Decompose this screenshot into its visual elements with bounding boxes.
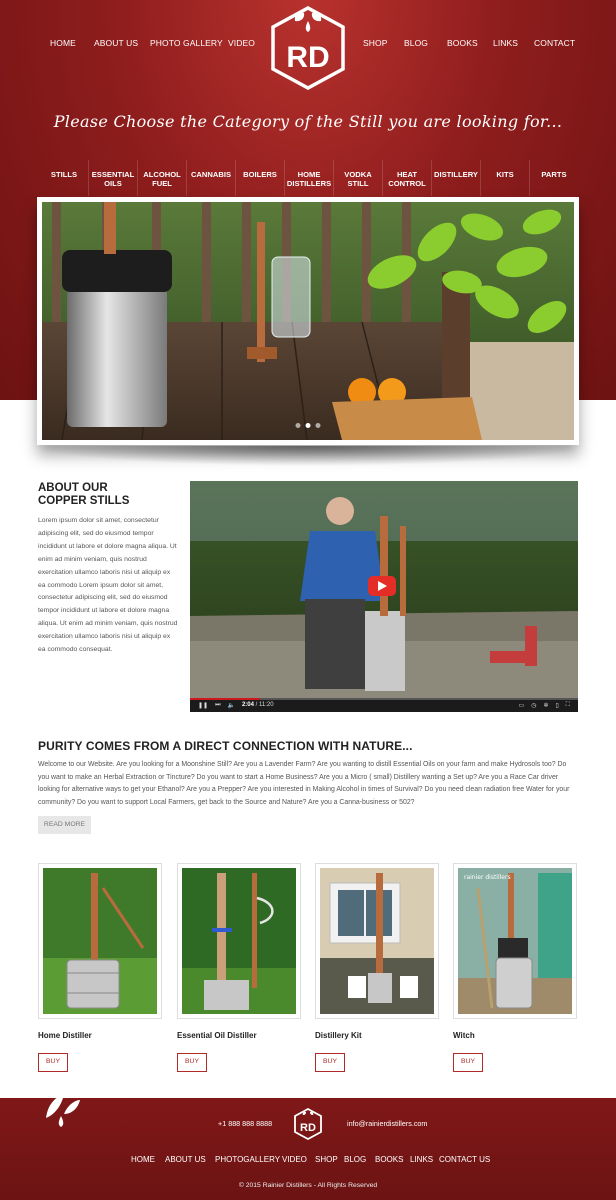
- nav-contact[interactable]: CONTACT: [534, 38, 576, 48]
- purity-title: PURITY COMES FROM A DIRECT CONNECTION WITH NATURE...: [38, 739, 413, 753]
- product-image-essential-oil-distiller: [182, 868, 296, 1014]
- nav-books[interactable]: BOOKS: [447, 38, 478, 48]
- footer-nav-video[interactable]: VIDEO: [282, 1155, 307, 1164]
- footer-nav-links[interactable]: LINKS: [410, 1155, 434, 1164]
- product-image-home-distiller: [43, 868, 157, 1014]
- video-time: [242, 702, 274, 708]
- category-parts[interactable]: PARTS: [541, 170, 567, 179]
- buy-button[interactable]: BUY: [315, 1053, 345, 1072]
- tagline: Please Choose the Category of the Still you are looking for...: [53, 112, 563, 131]
- product-name[interactable]: Distillery Kit: [315, 1031, 362, 1040]
- footer-nav-shop[interactable]: SHOP: [315, 1155, 338, 1164]
- captions-icon[interactable]: ▭: [518, 702, 525, 709]
- slider-dot[interactable]: [316, 423, 321, 428]
- slider-shadow: [30, 446, 586, 466]
- video-progress-track[interactable]: [190, 698, 578, 700]
- category-boilers[interactable]: BOILERS: [236, 160, 285, 196]
- footer-phone[interactable]: +1 888 888 8888: [218, 1119, 273, 1128]
- product-name[interactable]: Witch: [453, 1031, 475, 1040]
- footer-logo-text: RD: [300, 1122, 316, 1134]
- product-card: [177, 863, 301, 1072]
- nav-about-us[interactable]: ABOUT US: [94, 38, 139, 48]
- product-image-frame[interactable]: [453, 863, 577, 1019]
- about-title-line1: ABOUT OUR: [38, 482, 108, 494]
- category-home-distillers[interactable]: HOME DISTILLERS: [285, 160, 334, 196]
- category-essential-oils[interactable]: ESSENTIAL OILS: [89, 160, 138, 196]
- watch-later-icon[interactable]: ◷: [531, 702, 537, 709]
- category-kits[interactable]: KITS: [481, 160, 530, 196]
- video-controls: [190, 698, 578, 712]
- product-image-frame[interactable]: [177, 863, 301, 1019]
- video-time-separator: /: [255, 702, 259, 708]
- pause-icon[interactable]: ❚❚: [198, 702, 209, 709]
- nav-shop[interactable]: SHOP: [363, 38, 388, 48]
- copyright: © 2015 Rainier Distillers - All Rights Reserved: [238, 1182, 378, 1189]
- product-name[interactable]: Home Distiller: [38, 1031, 92, 1040]
- about-title-line2: COPPER STILLS: [38, 495, 130, 507]
- footer-nav-home[interactable]: HOME: [131, 1155, 155, 1164]
- witch-image-caption: rainier distillers: [464, 874, 511, 881]
- nav-links[interactable]: LINKS: [493, 38, 519, 48]
- nav-blog[interactable]: BLOG: [404, 38, 429, 48]
- video-time-total: 11:20: [258, 702, 274, 708]
- product-card: [38, 863, 162, 1072]
- logo-text: RD: [286, 41, 330, 74]
- leaf-icon: [42, 1092, 82, 1128]
- slider-image: [42, 202, 574, 440]
- video-player[interactable]: [190, 481, 578, 712]
- category-alcohol-fuel[interactable]: ALCOHOL FUEL: [138, 160, 187, 196]
- theater-icon[interactable]: ▯: [555, 702, 559, 709]
- footer-nav-about-us[interactable]: ABOUT US: [165, 1155, 206, 1164]
- footer-nav-blog[interactable]: BLOG: [344, 1155, 367, 1164]
- buy-button[interactable]: BUY: [453, 1053, 483, 1072]
- about-body: Lorem ipsum dolor sit amet, consectetur adipiscing elit, sed do eiusmod tempor incididunt ut labore et dolore magna aliqua. Ut enim ad minim veniam, quis nostrud exercitation ullamco laboris nisi ut aliquip ex ea commodo Lorem ipsum dolor sit amet, consectetur adipiscing elit, sed do eiusmod tempor incididunt ut labore et dolore magna aliqua. Ut enim ad minim veniam, quis nostrud exercitation ullamco laboris nisi ut aliquip ex ea commodo consequat.: [38, 517, 178, 654]
- footer-nav-books[interactable]: BOOKS: [375, 1155, 404, 1164]
- slider-dot[interactable]: [296, 423, 301, 428]
- read-more-button[interactable]: READ MORE: [38, 816, 91, 834]
- nav-photo-gallery[interactable]: PHOTO GALLERY: [150, 38, 223, 48]
- hero-slider[interactable]: [37, 197, 579, 445]
- footer-email[interactable]: info@rainierdistillers.com: [347, 1119, 428, 1128]
- footer-nav-photogallery[interactable]: PHOTOGALLERY: [215, 1155, 281, 1164]
- category-stills[interactable]: STILLS: [40, 160, 89, 196]
- footer-nav-contact-us[interactable]: CONTACT US: [439, 1155, 491, 1164]
- purity-body: Welcome to our Website. Are you looking for a Moonshine Still? Are you a Lavender Farm? Are you wanting to distill Essential Oils on your farm and make Hydrosols too? Do you want to make an Herbal Extraction or Tincture? Do you want to start a Home Business? Are you a Micro ( small) Distillery wanting a Set up? Are you a Race Car driver looking for alternative ways to get your Ethanol? Are you a Prepper? Are you interested in Making Alcohol in times of Survival? Do you need clean radiation free Water for your community? Do you want to support Local Farmers, get back to the Source and Nature? Are you a Canna-business or 502?: [38, 761, 570, 806]
- category-heat-control[interactable]: HEAT CONTROL: [383, 160, 432, 196]
- about-title: [38, 482, 129, 508]
- video-frame: [190, 481, 578, 698]
- volume-icon[interactable]: 🔈: [227, 702, 235, 709]
- category-vodka-still[interactable]: VODKA STILL: [334, 160, 383, 196]
- product-card: [315, 863, 439, 1072]
- video-progress-fill: [190, 698, 260, 700]
- slider-dot-active[interactable]: [306, 423, 311, 428]
- nav-home[interactable]: HOME: [50, 38, 76, 48]
- product-card: [453, 863, 577, 1072]
- product-name[interactable]: Essential Oil Distiller: [177, 1031, 257, 1040]
- rd-logo[interactable]: [268, 5, 348, 91]
- product-image-frame[interactable]: [315, 863, 439, 1019]
- product-image-witch: [458, 868, 572, 1014]
- settings-icon[interactable]: ✲: [543, 702, 549, 709]
- footer-nav: [0, 1155, 616, 1167]
- product-image-distillery-kit: [320, 868, 434, 1014]
- slider-dots: [296, 423, 321, 428]
- category-cannabis[interactable]: CANNABIS: [187, 160, 236, 196]
- buy-button[interactable]: BUY: [177, 1053, 207, 1072]
- category-distillery[interactable]: DISTILLERY: [432, 160, 481, 196]
- buy-button[interactable]: BUY: [38, 1053, 68, 1072]
- fullscreen-icon[interactable]: ⛶: [565, 701, 570, 708]
- next-icon[interactable]: ⏭: [215, 701, 221, 708]
- product-image-frame[interactable]: [38, 863, 162, 1019]
- footer: [0, 1098, 616, 1200]
- nav-video[interactable]: VIDEO: [228, 38, 255, 48]
- video-time-current: 2:04: [241, 702, 254, 708]
- footer-logo[interactable]: [293, 1108, 323, 1140]
- still-on-deck-image: [42, 202, 574, 440]
- category-nav: [40, 160, 578, 196]
